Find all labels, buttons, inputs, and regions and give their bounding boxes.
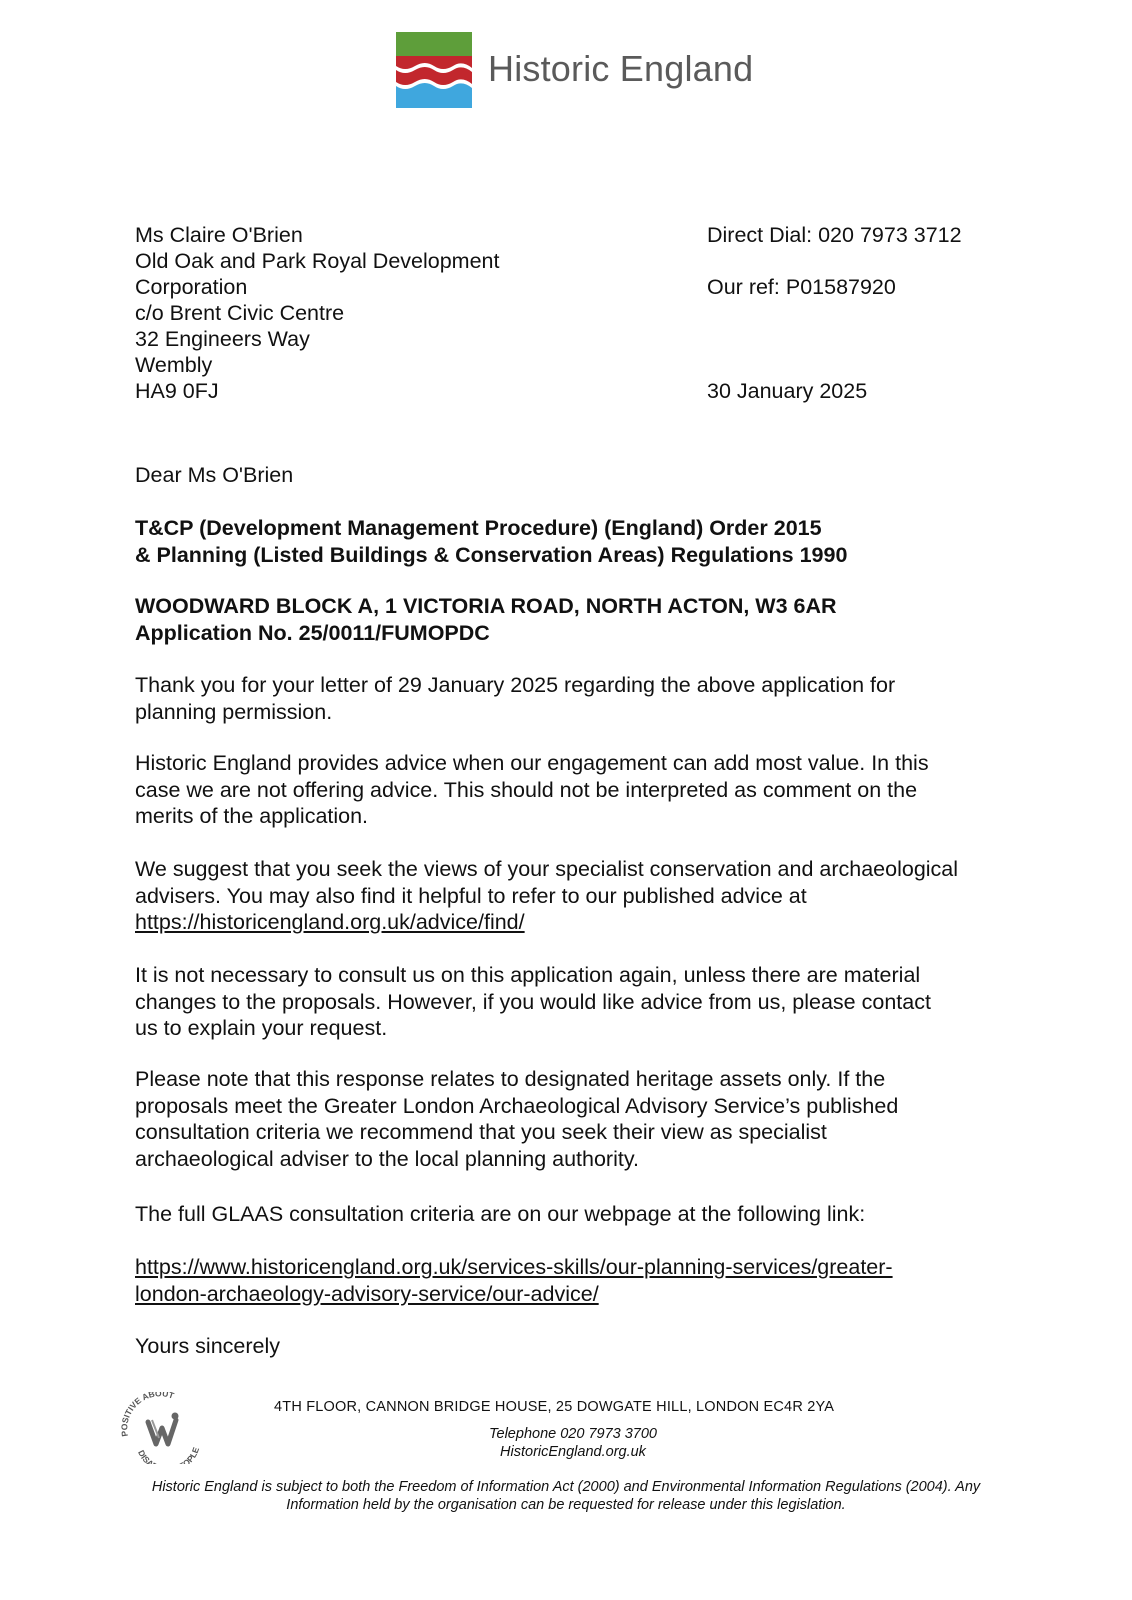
footer-contact xyxy=(0,1425,1132,1461)
our-ref: Our ref: P01587920 xyxy=(707,275,896,299)
badge-top-text: POSITIVE ABOUT xyxy=(119,1392,176,1438)
paragraph-thanks: Thank you for your letter of 29 January 2025 regarding the above application for planning permission. xyxy=(135,673,896,724)
paragraph-glaas: Please note that this response relates to designated heritage assets only. If the proposals meet the Greater London Archaeological Advisory Service’s published consultation criteria we recommend that you seek their view as specialist archaeological adviser to the local planning authority. xyxy=(135,1067,899,1171)
paragraph-criteria: The full GLAAS consultation criteria are on our webpage at the following link: xyxy=(135,1202,866,1226)
legislation-heading: T&CP (Development Management Procedure) (England) Order 2015 & Planning (Listed Buildings & Conservation Areas) Regulations 1990 xyxy=(135,516,848,567)
address-line: 32 Engineers Way xyxy=(135,327,310,351)
letter-meta xyxy=(707,222,962,404)
address-line: Corporation xyxy=(135,275,248,299)
letter-date: 30 January 2025 xyxy=(707,379,868,403)
advice-link[interactable]: https://historicengland.org.uk/advice/find/ xyxy=(135,910,525,934)
historic-england-emblem-icon xyxy=(396,32,472,108)
badge-bottom-text: DISA OPLE xyxy=(136,1445,202,1464)
glaas-link[interactable] xyxy=(135,1254,1015,1307)
footer-website[interactable]: HistoricEngland.org.uk xyxy=(500,1444,646,1460)
footer-address: 4TH FLOOR, CANNON BRIDGE HOUSE, 25 DOWGATE HILL, LONDON EC4R 2YA xyxy=(274,1399,835,1415)
recipient-address xyxy=(135,222,499,404)
salutation: Dear Ms O'Brien xyxy=(135,463,294,487)
paragraph-specialist: We suggest that you seek the views of your specialist conservation and archaeological advisers. You may also find it helpful to refer to our published advice at https://historicengland.org.uk/advice/find/ xyxy=(135,856,1015,936)
closing: Yours sincerely xyxy=(135,1334,280,1358)
paragraph-consult-again: It is not necessary to consult us on this application again, unless there are material changes to the proposals. However, if you would like advice from us, please contact us to explain your request. xyxy=(135,963,931,1040)
footer-telephone: Telephone 020 7973 3700 xyxy=(489,1426,657,1442)
application-heading: WOODWARD BLOCK A, 1 VICTORIA ROAD, NORTH ACTON, W3 6AR Application No. 25/0011/FUMOPDC xyxy=(135,594,837,645)
historic-england-logo xyxy=(396,32,754,108)
address-line: Old Oak and Park Royal Development xyxy=(135,249,500,273)
glaas-link-line[interactable]: https://www.historicengland.org.uk/services-skills/our-planning-services/greater- xyxy=(135,1255,893,1279)
address-line: Ms Claire O'Brien xyxy=(135,223,303,247)
address-line: Wembly xyxy=(135,353,213,377)
address-line: HA9 0FJ xyxy=(135,379,219,403)
direct-dial: Direct Dial: 020 7973 3712 xyxy=(707,223,962,247)
address-line: c/o Brent Civic Centre xyxy=(135,301,345,325)
glaas-link-line[interactable]: london-archaeology-advisory-service/our-advice/ xyxy=(135,1281,599,1306)
paragraph-no-advice: Historic England provides advice when our engagement can add most value. In this case we are not offering advice. This should not be interpreted as comment on the merits of the application. xyxy=(135,751,929,828)
foi-notice: Historic England is subject to both the Freedom of Information Act (2000) and Environmental Information Regulations (2004). Any Information held by the organisation can be requested for release under this legislation. xyxy=(151,1479,981,1513)
logo-wordmark: Historic England xyxy=(488,48,754,89)
